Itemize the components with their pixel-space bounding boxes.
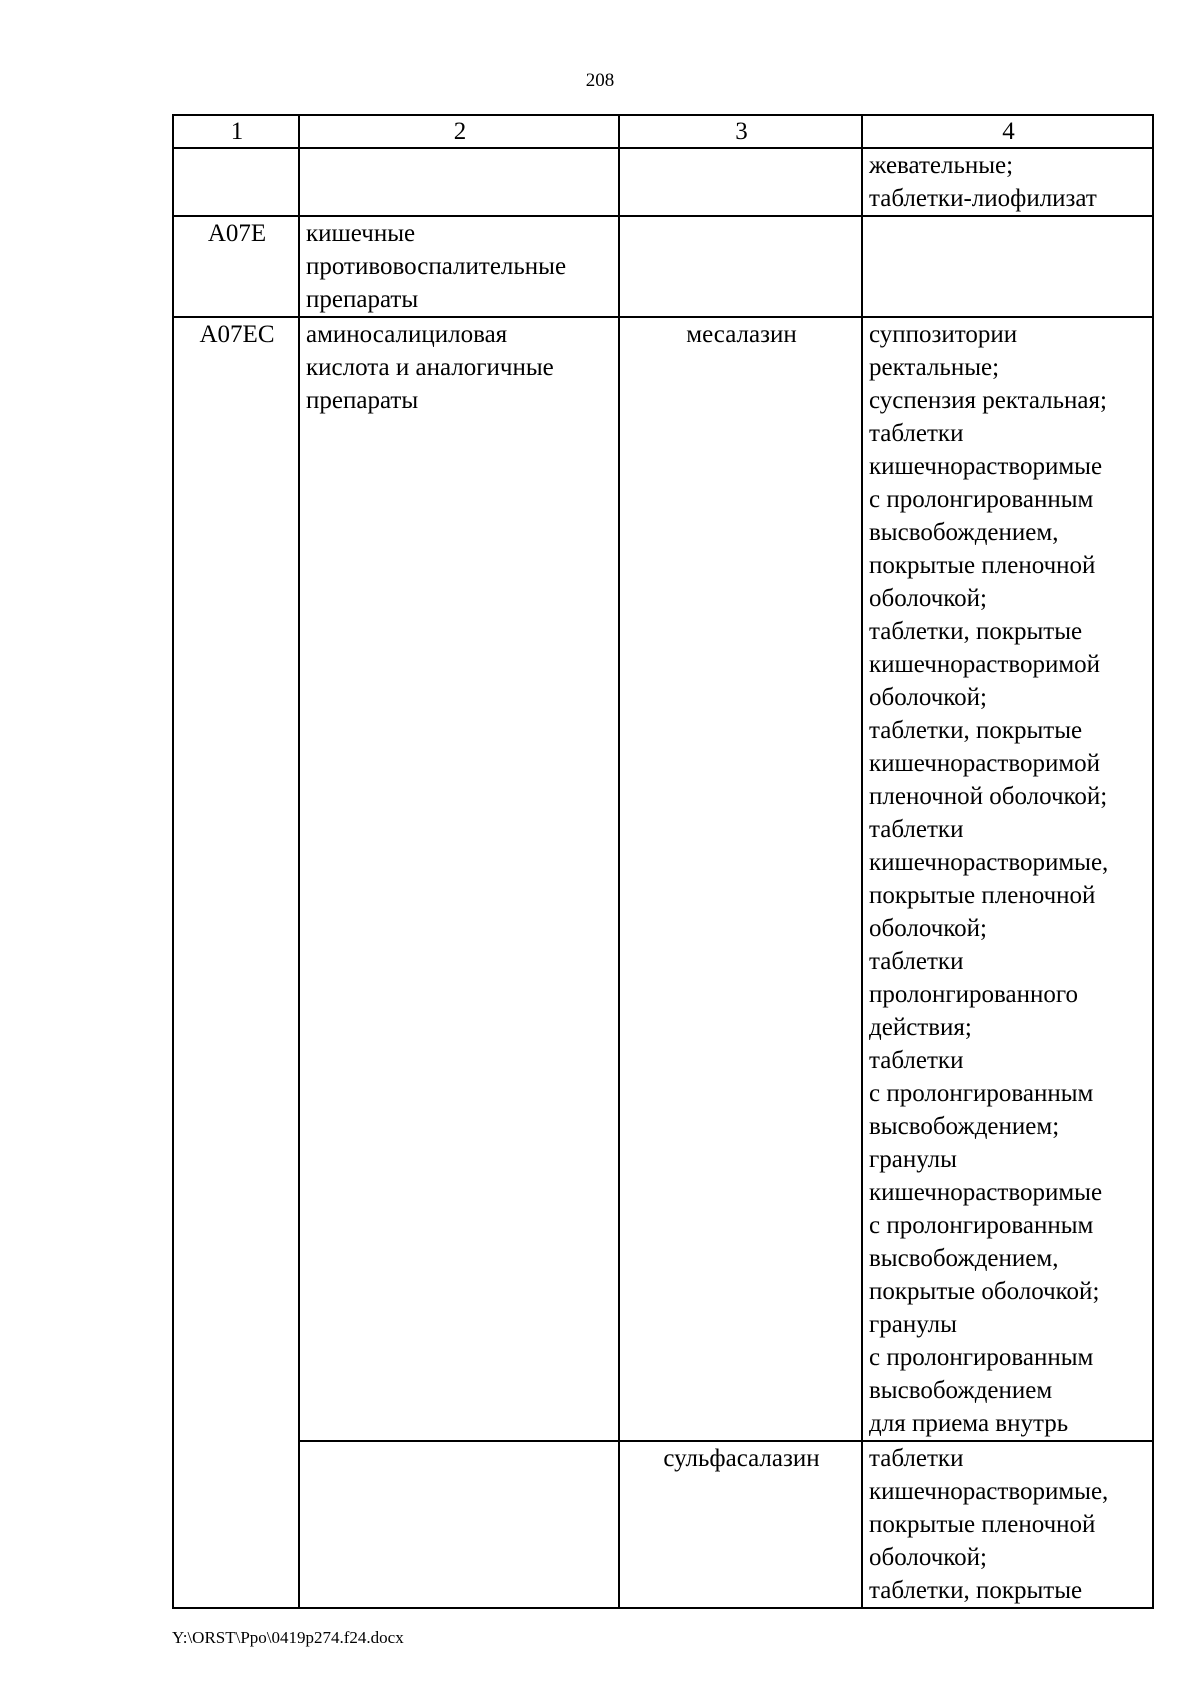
page-number: 208 [585,70,615,91]
table-row [173,317,1153,1441]
inn-cell: сульфасалазин [619,1441,862,1608]
header-col-3: 3 [619,115,862,148]
atc-code-cell: A07EC [173,317,299,1441]
group-cell: аминосалициловая кислота и аналогичные препараты [299,317,619,1441]
group-cell: кишечные противовоспалительные препараты [299,216,619,317]
atc-code-cell: A07E [173,216,299,317]
group-cell [299,1441,619,1608]
table-header-row [173,115,1153,148]
atc-code-cell [173,1441,299,1608]
table-row [173,148,1153,216]
dosage-forms-cell [862,216,1153,317]
dosage-forms-cell: суппозитории ректальные; суспензия ректальная; таблетки кишечнорастворимые с пролонгированным высвобождением, покрытые пленочной оболочкой; таблетки, покрытые кишечнорастворимой оболочкой; таблетки, покрытые кишечнорастворимой пленочной оболочкой; таблетки кишечнорастворимые, покрытые пленочной оболочкой; таблетки пролонгированного действия; таблетки с пролонгированным высвобождением; гранулы кишечнорастворимые с пролонгированным высвобождением, покрытые оболочкой; гранулы с пролонгированным высвобождением для приема внутрь [862,317,1153,1441]
footer-file-path: Y:\ORST\Ppo\0419p274.f24.docx [172,1628,404,1647]
dosage-forms-cell: жевательные; таблетки-лиофилизат [862,148,1153,216]
inn-cell [619,216,862,317]
table-row [173,216,1153,317]
header-col-1: 1 [173,115,299,148]
table-row [173,1441,1153,1608]
header-col-4: 4 [862,115,1153,148]
dosage-forms-cell: таблетки кишечнорастворимые, покрытые пленочной оболочкой; таблетки, покрытые [862,1441,1153,1608]
atc-code-cell [173,148,299,216]
inn-cell: месалазин [619,317,862,1441]
header-col-2: 2 [299,115,619,148]
inn-cell [619,148,862,216]
drug-table [172,114,1154,1609]
group-cell [299,148,619,216]
